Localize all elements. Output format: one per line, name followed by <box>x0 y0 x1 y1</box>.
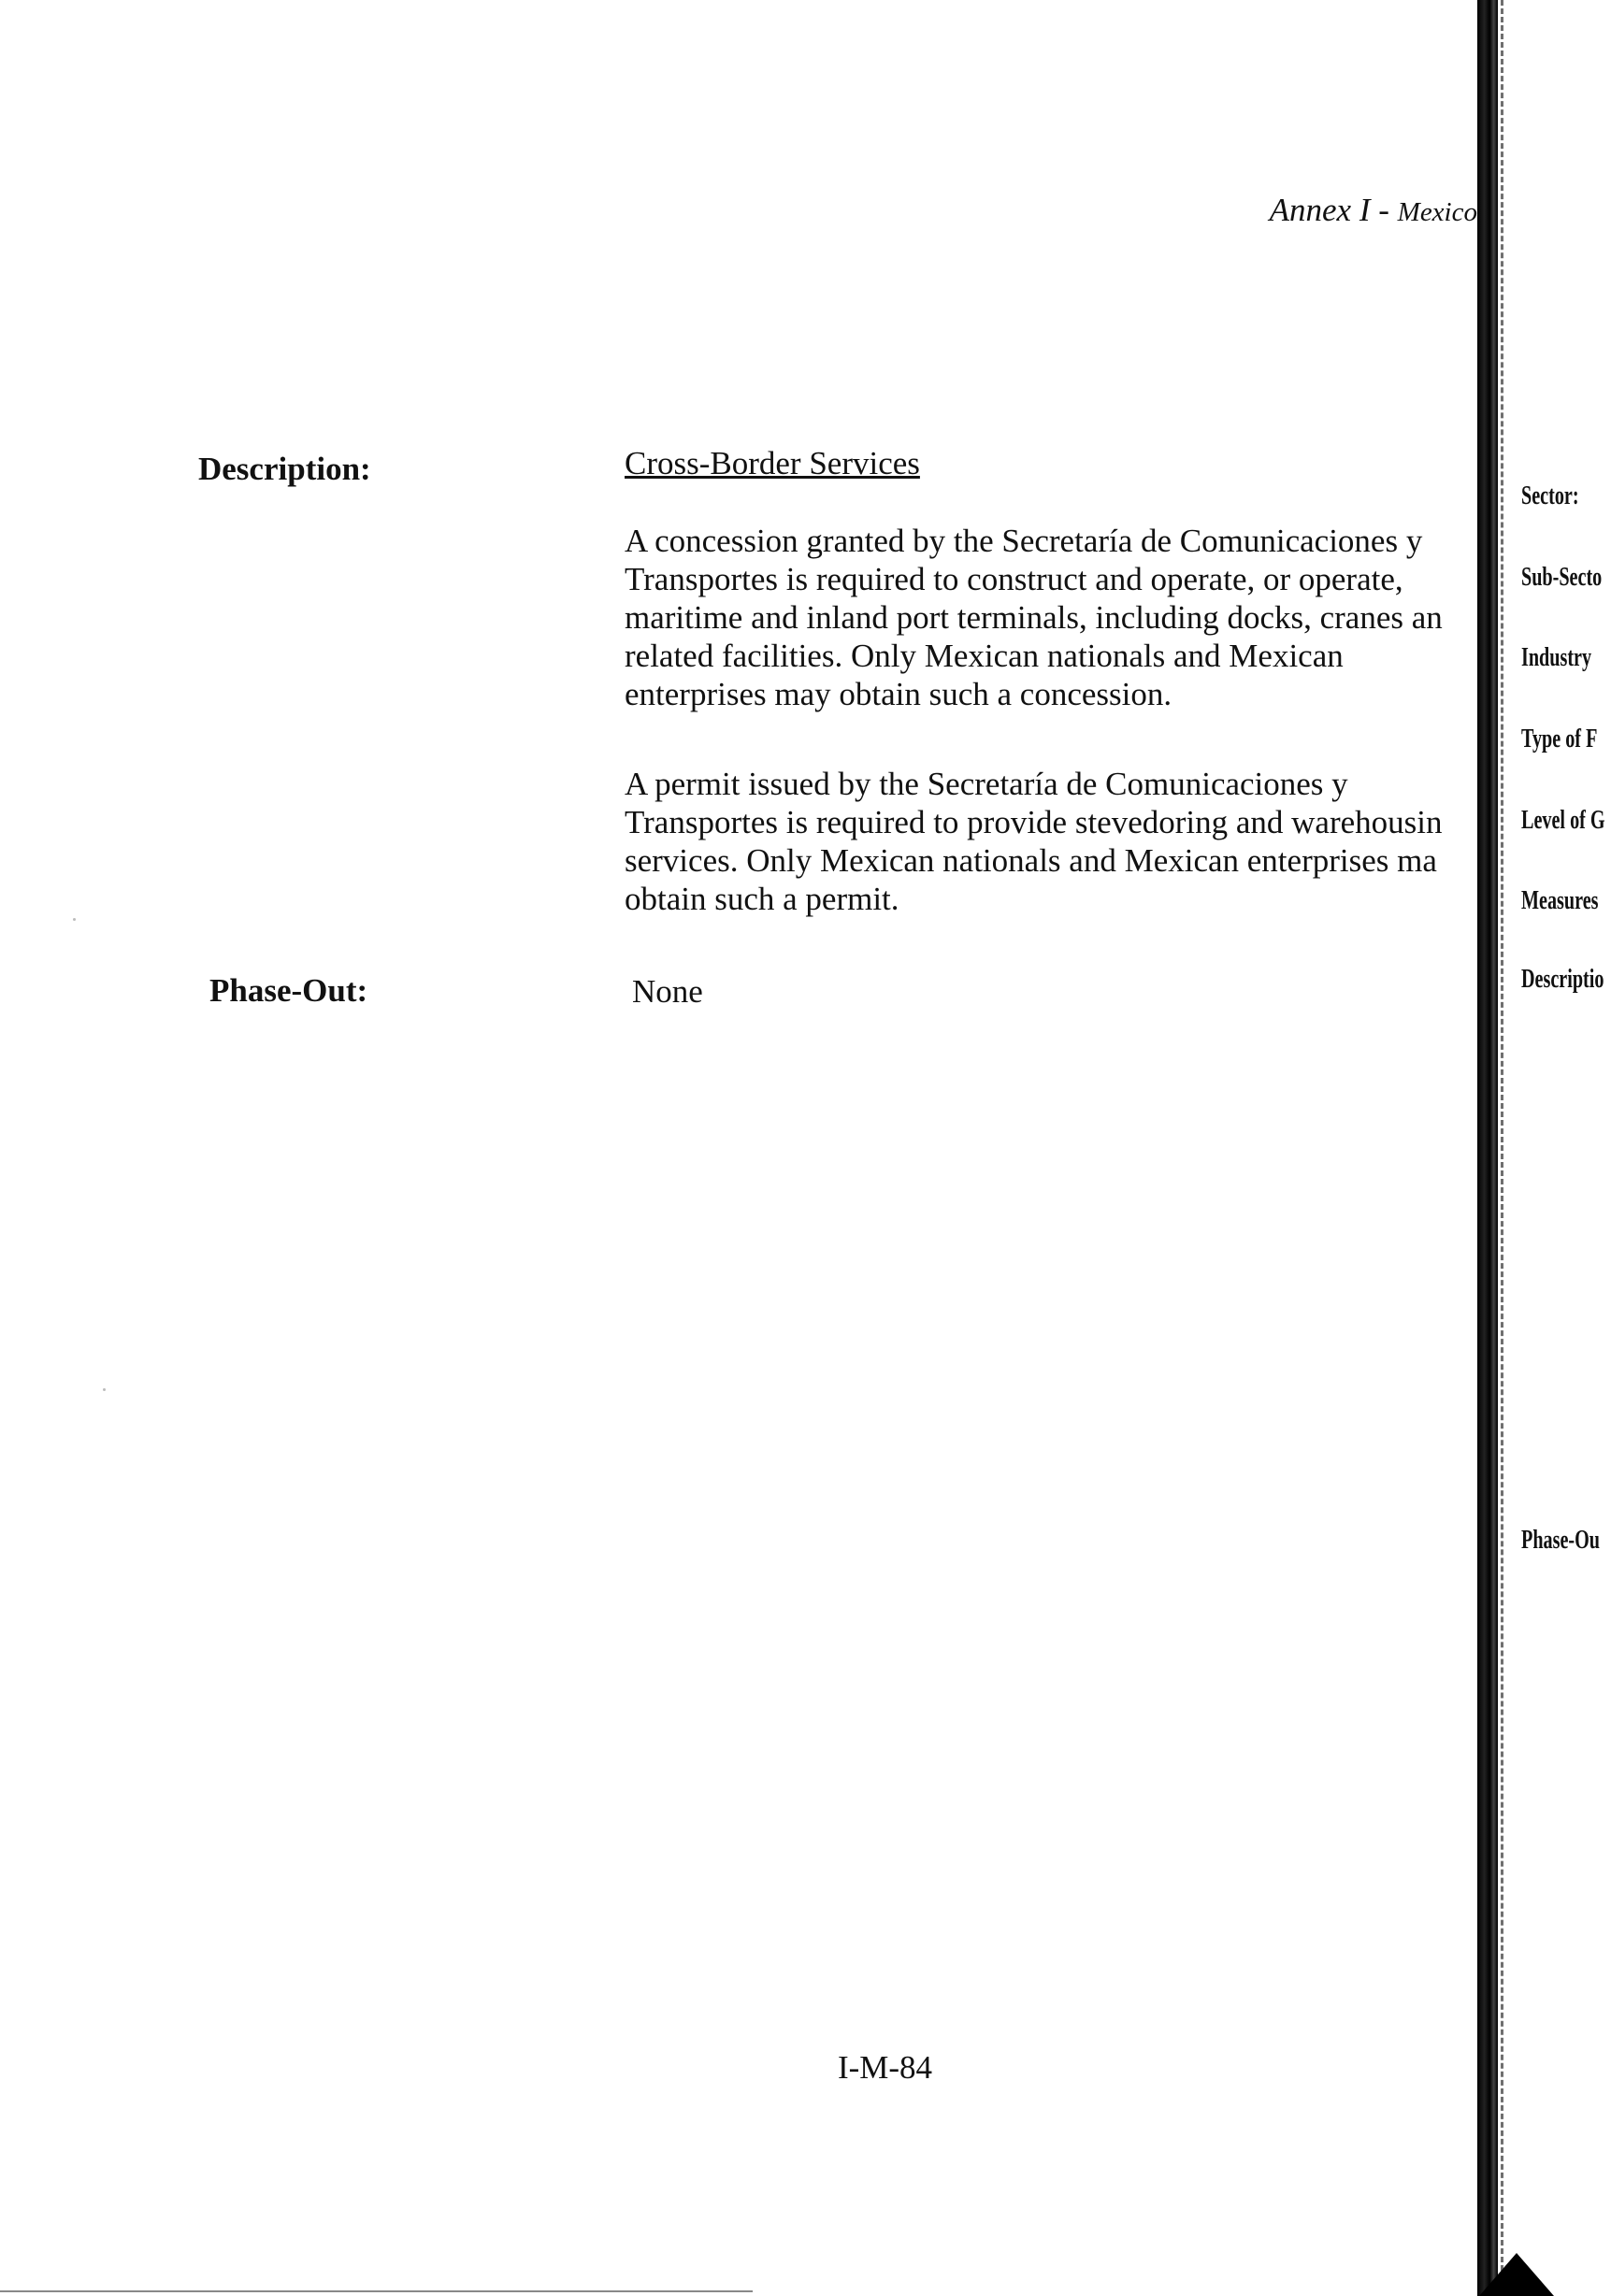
adjacent-sector-label: Sector: <box>1521 481 1579 510</box>
adjacent-subsector-label: Sub-Secto <box>1521 563 1603 592</box>
scan-speck <box>103 1388 106 1391</box>
country-label: Mexico <box>1397 197 1477 227</box>
section-subheading: Cross-Border Services <box>625 445 920 481</box>
page-number: I-M-84 <box>837 2049 933 2086</box>
paragraph-line: enterprises may obtain such a concession. <box>625 676 1172 712</box>
book-binding-shadow <box>1477 0 1498 2296</box>
adjacent-industry-label: Industry <box>1521 643 1592 672</box>
scan-bottom-rule <box>0 2290 753 2292</box>
annex-label: Annex I - <box>1269 192 1398 228</box>
adjacent-page-fragment <box>1519 0 1611 2296</box>
adjacent-phaseout-label: Phase-Ou <box>1521 1526 1601 1555</box>
phase-out-label: Phase-Out: <box>209 972 368 1009</box>
paragraph-line: services. Only Mexican nationals and Mexican enterprises ma <box>625 842 1437 879</box>
phase-out-value: None <box>632 973 703 1010</box>
paragraph-line: A permit issued by the Secretaría de Comunicaciones y <box>625 766 1348 802</box>
scan-speck <box>73 918 76 921</box>
annex-header <box>1215 192 1477 229</box>
adjacent-description-label: Descriptio <box>1521 965 1604 994</box>
paragraph-line: obtain such a permit. <box>625 881 899 917</box>
page-edge <box>1501 0 1508 2296</box>
description-label: Description: <box>198 451 371 487</box>
concession-paragraph <box>625 522 1489 713</box>
paragraph-line: Transportes is required to provide stevedoring and warehousin <box>625 804 1443 840</box>
adjacent-level-label: Level of G <box>1521 806 1605 835</box>
paragraph-line: maritime and inland port terminals, including docks, cranes an <box>625 599 1443 636</box>
adjacent-type-label: Type of F <box>1521 725 1598 753</box>
permit-paragraph <box>625 765 1489 918</box>
paragraph-line: A concession granted by the Secretaría de Comunicaciones y <box>625 523 1423 559</box>
adjacent-measures-label: Measures <box>1521 886 1599 915</box>
paragraph-line: Transportes is required to construct and operate, or operate, <box>625 561 1403 597</box>
paragraph-line: related facilities. Only Mexican nationals and Mexican <box>625 638 1344 674</box>
